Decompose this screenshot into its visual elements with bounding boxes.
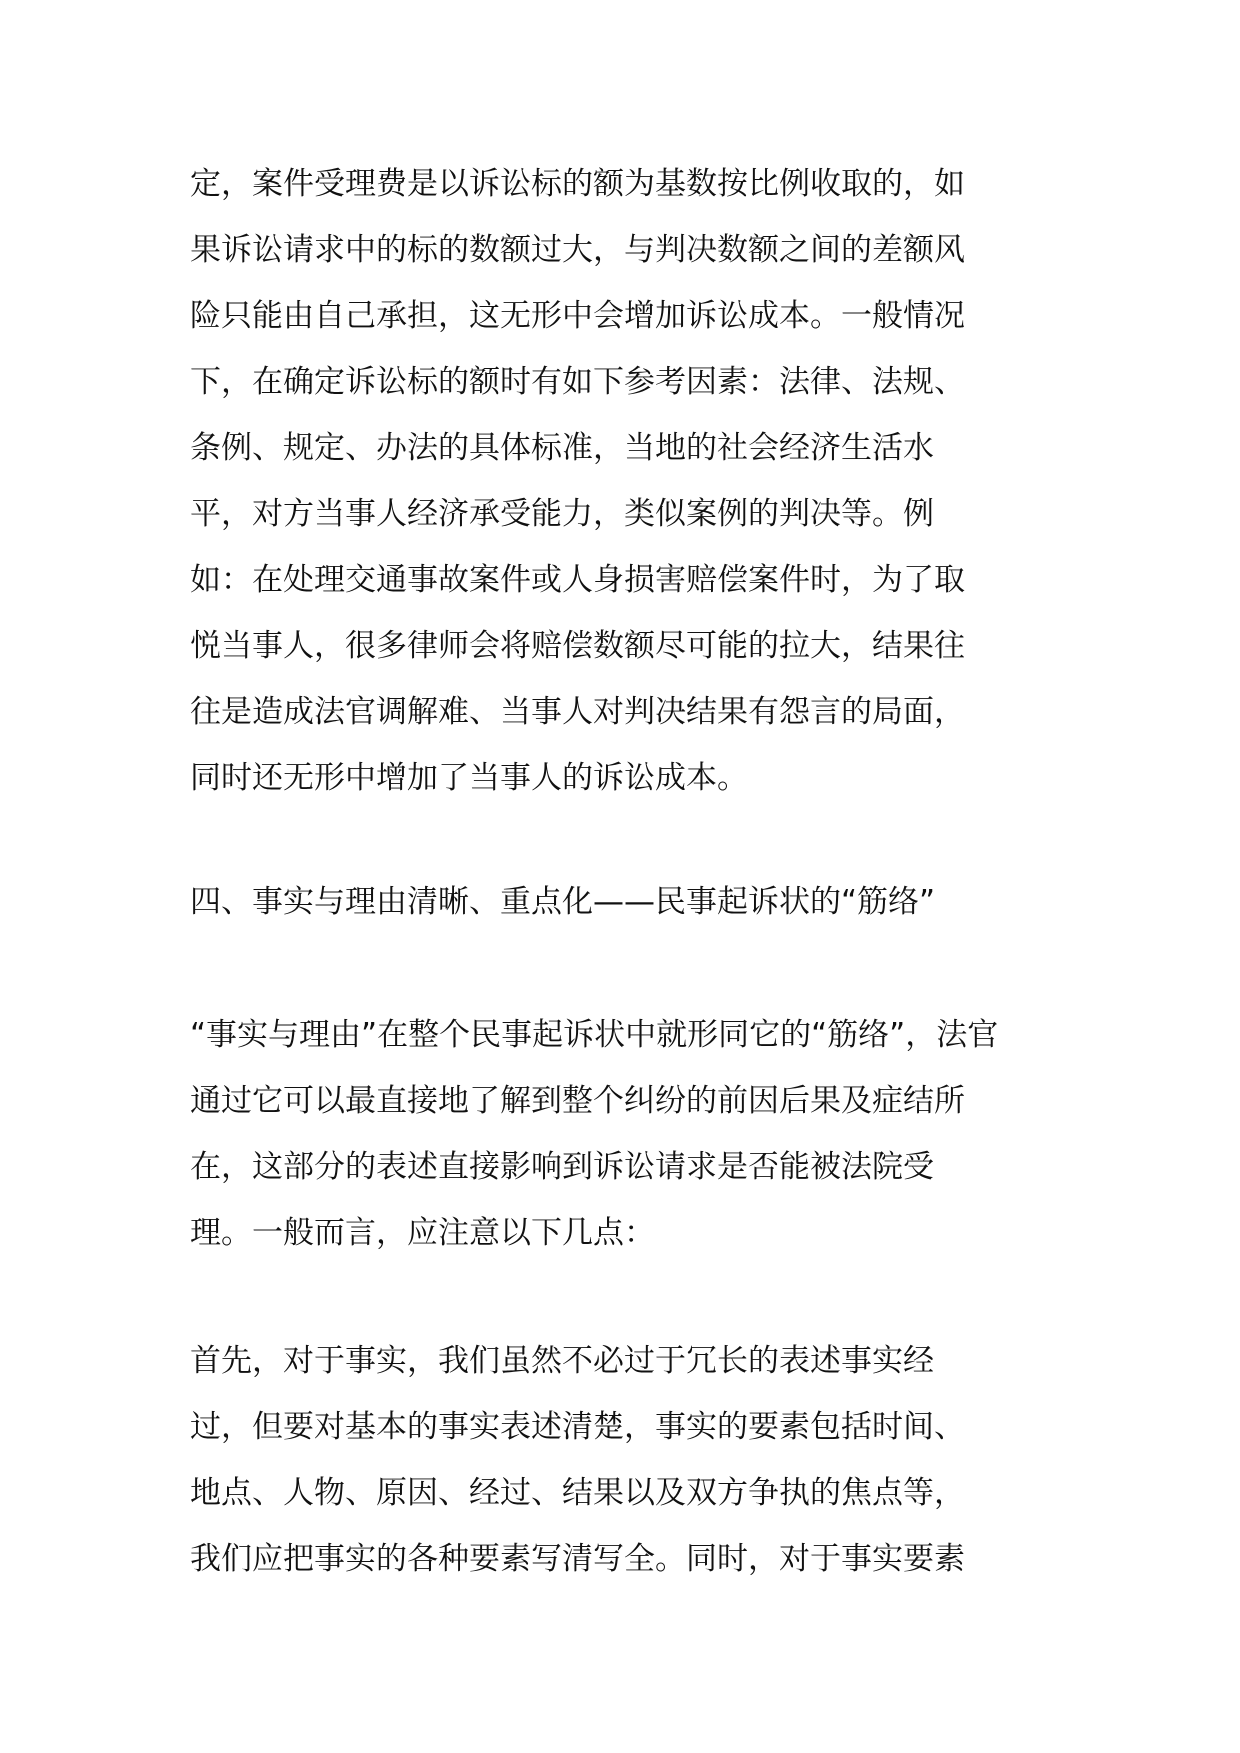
text-line: 我们应把事实的各种要素写清写全。同时，对于事实要素 (190, 1541, 965, 1577)
section-heading (190, 869, 1070, 935)
text-line: 条例、规定、办法的具体标准，当地的社会经济生活水 (190, 430, 934, 466)
text-line: 理。一般而言，应注意以下几点： (190, 1215, 655, 1251)
text-line: 定，案件受理费是以诉讼标的额为基数按比例收取的，如 (190, 166, 965, 202)
text-line: 平，对方当事人经济承受能力，类似案例的判决等。例 (190, 496, 934, 532)
paragraph-litigation-cost (190, 151, 1070, 811)
text-line: 险只能由自己承担，这无形中会增加诉讼成本。一般情况 (190, 298, 965, 334)
text-line: 过，但要对基本的事实表述清楚，事实的要素包括时间、 (190, 1409, 965, 1445)
text-line: 下，在确定诉讼标的额时有如下参考因素：法律、法规、 (190, 364, 965, 400)
text-line: 地点、人物、原因、经过、结果以及双方争执的焦点等， (190, 1475, 965, 1511)
text-line: 果诉讼请求中的标的数额过大，与判决数额之间的差额风 (190, 232, 965, 268)
heading-line: 四、事实与理由清晰、重点化——民事起诉状的“筋络” (190, 884, 936, 920)
text-line: 往是造成法官调解难、当事人对判决结果有怨言的局面， (190, 694, 965, 730)
text-line: “事实与理由”在整个民事起诉状中就形同它的“筋络”，法官 (190, 1017, 999, 1053)
text-line: 通过它可以最直接地了解到整个纠纷的前因后果及症结所 (190, 1083, 965, 1119)
text-line: 首先，对于事实，我们虽然不必过于冗长的表述事实经 (190, 1343, 934, 1379)
text-line: 在，这部分的表述直接影响到诉讼请求是否能被法院受 (190, 1149, 934, 1185)
text-line: 如：在处理交通事故案件或人身损害赔偿案件时，为了取 (190, 562, 965, 598)
paragraph-first-point (190, 1328, 1070, 1592)
text-line: 悦当事人，很多律师会将赔偿数额尽可能的拉大，结果往 (190, 628, 965, 664)
text-line: 同时还无形中增加了当事人的诉讼成本。 (190, 760, 748, 796)
paragraph-facts-and-reasons (190, 1002, 1070, 1266)
